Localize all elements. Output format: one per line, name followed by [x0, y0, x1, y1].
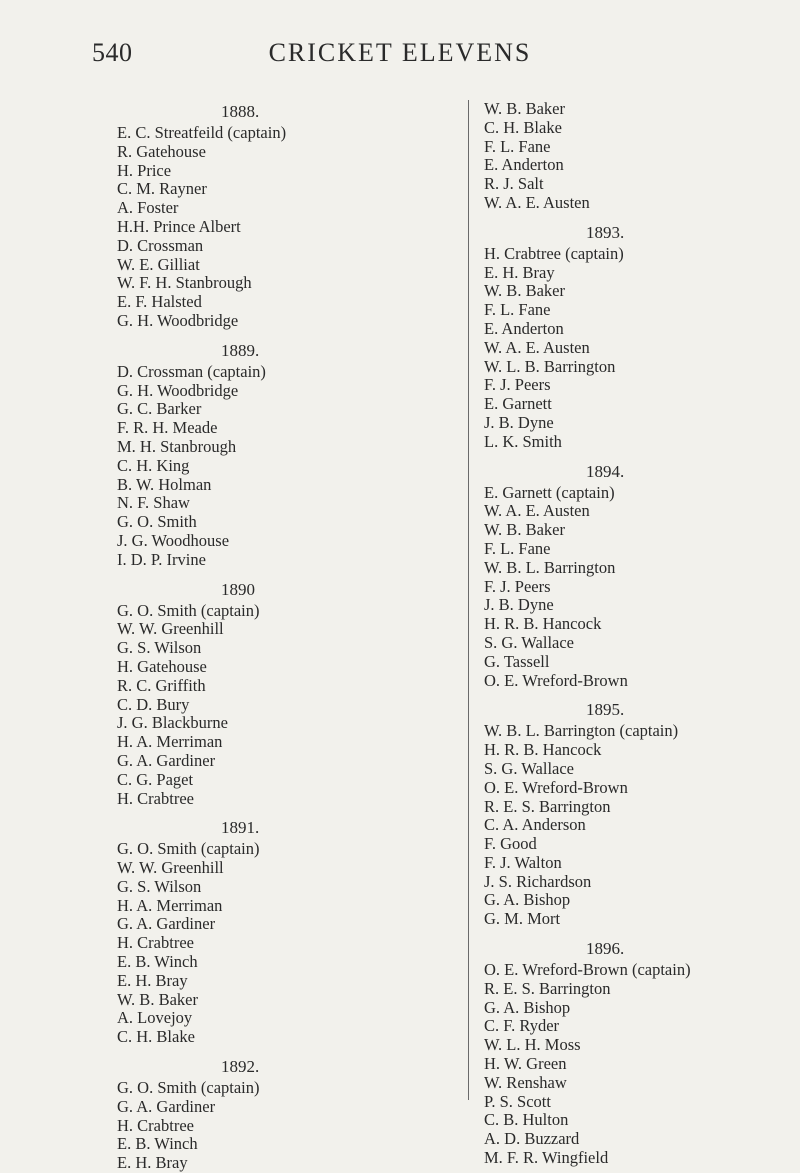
- player-name: E. B. Winch: [117, 952, 198, 972]
- page-number: 540: [92, 38, 133, 67]
- player-name: D. Crossman: [117, 235, 204, 255]
- player-name: G. S. Wilson: [117, 876, 202, 896]
- season-block: [484, 460, 784, 691]
- player-name: J. S. Richardson: [484, 871, 592, 891]
- player-name: R. E. S. Barrington: [484, 978, 611, 998]
- season-block: [117, 578, 417, 809]
- season-year: 1891.: [221, 818, 260, 838]
- player-name: O. E. Wreford-Brown: [484, 777, 628, 797]
- player-name: W. B. Baker: [484, 281, 565, 301]
- player-name: G. H. Woodbridge: [117, 310, 239, 330]
- player-name: W. B. Baker: [117, 989, 198, 1009]
- player-name: M. H. Stanbrough: [117, 436, 237, 456]
- player-name: E. B. Winch: [117, 1134, 198, 1154]
- player-name: A. D. Buzzard: [484, 1129, 580, 1149]
- player-name: J. B. Dyne: [484, 412, 554, 432]
- player-name: G. O. Smith (captain): [117, 600, 260, 620]
- player-name: C. D. Bury: [117, 694, 190, 714]
- player-name: C. G. Paget: [117, 769, 194, 789]
- player-name: J. G. Blackburne: [117, 713, 228, 733]
- season-year: 1893.: [586, 222, 625, 242]
- player-name: H. Crabtree: [117, 933, 194, 953]
- season-year: 1896.: [586, 939, 625, 959]
- player-name: F. Good: [484, 834, 537, 854]
- player-name: G. A. Gardiner: [117, 750, 216, 770]
- player-name: W. W. Greenhill: [117, 858, 224, 878]
- player-name: C. F. Ryder: [484, 1016, 560, 1036]
- player-name: C. M. Rayner: [117, 179, 207, 199]
- player-name: W. L. H. Moss: [484, 1035, 581, 1055]
- player-name: G. O. Smith (captain): [117, 839, 260, 859]
- player-name: G. M. Mort: [484, 909, 561, 929]
- player-name: C. B. Hulton: [484, 1110, 569, 1130]
- left-column: [117, 100, 417, 1173]
- player-name: G. S. Wilson: [117, 638, 202, 658]
- player-name: R. J. Salt: [484, 174, 544, 194]
- player-name: A. Foster: [117, 198, 179, 218]
- player-name: W. A. E. Austen: [484, 501, 590, 521]
- player-name: R. Gatehouse: [117, 141, 206, 161]
- player-name: G. O. Smith: [117, 512, 197, 532]
- player-name: D. Crossman (captain): [117, 361, 266, 381]
- player-name: W. F. H. Stanbrough: [117, 273, 252, 293]
- player-name: I. D. P. Irvine: [117, 549, 206, 569]
- running-title: CRICKET ELEVENS: [268, 38, 532, 67]
- season-block: [484, 100, 784, 213]
- season-block: [117, 1055, 417, 1173]
- player-name: H. A. Merriman: [117, 895, 223, 915]
- player-name: O. E. Wreford-Brown: [484, 670, 628, 690]
- right-column: [484, 100, 784, 1168]
- season-block: [484, 221, 784, 452]
- player-name: H. Price: [117, 160, 172, 180]
- player-name: G. C. Barker: [117, 399, 202, 419]
- player-name: E. Garnett: [484, 394, 552, 414]
- player-name: E. C. Streatfeild (captain): [117, 123, 287, 142]
- player-name: E. H. Bray: [117, 970, 188, 990]
- player-name: H. R. B. Hancock: [484, 614, 602, 634]
- player-name: W. W. Greenhill: [117, 619, 224, 639]
- season-year: 1895.: [586, 700, 625, 720]
- player-name: S. G. Wallace: [484, 632, 575, 652]
- player-name: B. W. Holman: [117, 474, 212, 494]
- season-block: [484, 698, 784, 929]
- player-name: R. E. S. Barrington: [484, 796, 611, 816]
- player-name: E. H. Bray: [484, 262, 555, 282]
- player-name: W. Renshaw: [484, 1072, 567, 1092]
- player-name: F. R. H. Meade: [117, 418, 218, 438]
- player-name: W. A. E. Austen: [484, 192, 590, 212]
- player-name: C. A. Anderson: [484, 815, 586, 835]
- season-block: [484, 937, 784, 1168]
- player-name: W. B. L. Barrington (captain): [484, 721, 679, 741]
- player-name: W. B. Baker: [484, 99, 565, 118]
- player-name: W. A. E. Austen: [484, 337, 590, 357]
- player-name: E. Garnett (captain): [484, 482, 615, 502]
- player-name: G. O. Smith (captain): [117, 1078, 260, 1098]
- season-block: [117, 100, 417, 331]
- player-name: G. A. Bishop: [484, 890, 571, 910]
- player-name: O. E. Wreford-Brown (captain): [484, 960, 691, 980]
- player-name: R. C. Griffith: [117, 675, 206, 695]
- player-name: L. K. Smith: [484, 431, 562, 451]
- player-name: P. S. Scott: [484, 1091, 551, 1111]
- player-name: E. Anderton: [484, 155, 564, 175]
- column-divider: [468, 100, 469, 1100]
- player-name: E. F. Halsted: [117, 292, 202, 312]
- player-name: G. H. Woodbridge: [117, 380, 239, 400]
- player-name: M. F. R. Wingfield: [484, 1148, 609, 1168]
- player-name: G. A. Gardiner: [117, 1096, 216, 1116]
- player-name: F. J. Walton: [484, 852, 562, 872]
- season-block: [117, 816, 417, 1047]
- player-name: G. A. Gardiner: [117, 914, 216, 934]
- player-name: H. Gatehouse: [117, 656, 207, 676]
- player-name: H. R. B. Hancock: [484, 740, 602, 760]
- player-name: W. B. L. Barrington: [484, 557, 616, 577]
- page-header: [0, 38, 800, 78]
- player-name: J. G. Woodhouse: [117, 530, 230, 550]
- season-block: [117, 339, 417, 570]
- season-year: 1888.: [221, 102, 260, 121]
- player-name: J. B. Dyne: [484, 595, 554, 615]
- player-name: F. J. Peers: [484, 576, 551, 596]
- player-name: F. L. Fane: [484, 300, 551, 320]
- player-name: C. H. Blake: [117, 1027, 195, 1047]
- player-name: H. W. Green: [484, 1054, 567, 1074]
- player-name: H. A. Merriman: [117, 732, 223, 752]
- player-name: G. Tassell: [484, 651, 550, 671]
- player-name: N. F. Shaw: [117, 493, 190, 513]
- player-name: H. Crabtree: [117, 788, 194, 808]
- player-name: F. L. Fane: [484, 136, 551, 156]
- player-name: C. H. Blake: [484, 117, 562, 137]
- player-name: A. Lovejoy: [117, 1008, 193, 1028]
- player-name: H. Crabtree: [117, 1115, 194, 1135]
- player-name: E. Anderton: [484, 318, 564, 338]
- player-name: W. E. Gilliat: [117, 254, 200, 274]
- player-name: H.H. Prince Albert: [117, 216, 241, 236]
- player-name: W. B. Baker: [484, 520, 565, 540]
- player-name: H. Crabtree (captain): [484, 243, 624, 263]
- season-year: 1892.: [221, 1057, 260, 1077]
- season-year: 1894.: [586, 461, 625, 481]
- season-year: 1889.: [221, 340, 260, 360]
- player-name: F. J. Peers: [484, 375, 551, 395]
- player-name: W. L. B. Barrington: [484, 356, 616, 376]
- player-name: C. H. King: [117, 455, 190, 475]
- player-name: F. L. Fane: [484, 538, 551, 558]
- season-year: 1890: [221, 579, 255, 599]
- player-name: E. H. Bray: [117, 1153, 188, 1173]
- player-name: S. G. Wallace: [484, 758, 575, 778]
- player-name: G. A. Bishop: [484, 997, 571, 1017]
